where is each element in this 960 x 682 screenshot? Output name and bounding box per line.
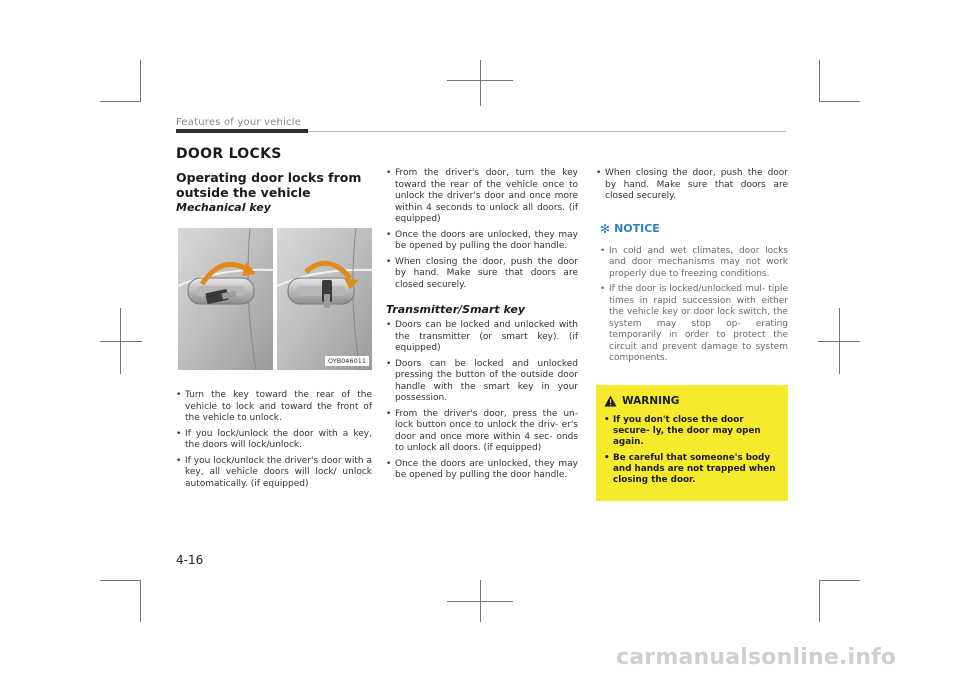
page-title: DOOR LOCKS: [176, 146, 282, 162]
closing-door-list: [596, 168, 788, 203]
warning-box: [596, 385, 788, 501]
list-item: • If you don't close the door secure- ly, the door may open again.: [604, 415, 780, 448]
watermark: carmanualsonline.info: [616, 645, 897, 670]
transmitter-list: [386, 320, 578, 482]
notice-title: NOTICE: [614, 222, 660, 235]
section-label: Features of your vehicle: [176, 117, 302, 128]
column-2: [386, 168, 578, 486]
door-handle-illustration: [178, 228, 372, 370]
warning-triangle-icon: [604, 395, 617, 407]
warning-title: WARNING: [622, 394, 680, 407]
photo-code: OYB046011: [325, 356, 369, 366]
list-item: • Turn the key toward the rear of the vehicle to lock and toward the front of the vehicle to unlock.: [176, 390, 372, 425]
subheading-outside-operation: Operating door locks from outside the vehicle: [176, 170, 362, 200]
asterisk-icon: ✻: [600, 221, 611, 236]
list-item: • If you lock/unlock the driver's door with a key, all vehicle doors will lock/ unlock automatically. (if equipped): [176, 456, 372, 491]
header-bar: [176, 129, 308, 133]
driver-door-list: [386, 168, 578, 291]
list-item: • Once the doors are unlocked, they may be opened by pulling the door handle.: [386, 230, 578, 253]
list-item: • Doors can be locked and unlocked pressing the button of the outside door handle with the smart key in your possession.: [386, 359, 578, 405]
list-item: • When closing the door, push the door by hand. Make sure that doors are closed securely.: [596, 168, 788, 203]
list-item: • When closing the door, push the door by hand. Make sure that doors are closed securely.: [386, 257, 578, 292]
list-item: • Once the doors are unlocked, they may be opened by pulling the door handle.: [386, 459, 578, 482]
warning-list: [604, 415, 780, 486]
list-item: • From the driver's door, press the un- lock button once to unlock the driv- er's door and once more within 4 sec- onds to unlock all doors. (if equipped): [386, 409, 578, 455]
subheading-mechanical-key: Mechanical key: [176, 201, 271, 214]
notice-list: [600, 246, 788, 365]
list-item: • In cold and wet climates, door locks and door mechanisms may not work properly due to freezing conditions.: [600, 246, 788, 281]
list-item: • From the driver's door, turn the key toward the rear of the vehicle once to unlock the driver's door and once more within 4 seconds to unlock all doors. (if equipped): [386, 168, 578, 226]
list-item: • If you lock/unlock the door with a key, the doors will lock/unlock.: [176, 429, 372, 452]
column-3: [596, 168, 788, 501]
header-rule: [308, 131, 786, 132]
page-number: 4-16: [176, 553, 204, 567]
mechanical-key-list: [176, 390, 372, 490]
list-item: • Be careful that someone's body and hands are not trapped when closing the door.: [604, 453, 780, 486]
list-item: • If the door is locked/unlocked mul- tiple times in rapid succession with either the vehicle key or door lock switch, the system may stop op- erating temporarily in order to protect the circuit and prevent damage to system components.: [600, 284, 788, 365]
warning-heading: [604, 395, 780, 407]
column-1: [176, 170, 372, 494]
door-lock-photo: [178, 228, 372, 370]
subheading-transmitter-smart-key: Transmitter/Smart key: [386, 303, 526, 316]
notice-heading: [600, 222, 788, 236]
list-item: • Doors can be locked and unlocked with the transmitter (or smart key). (if equipped): [386, 320, 578, 355]
